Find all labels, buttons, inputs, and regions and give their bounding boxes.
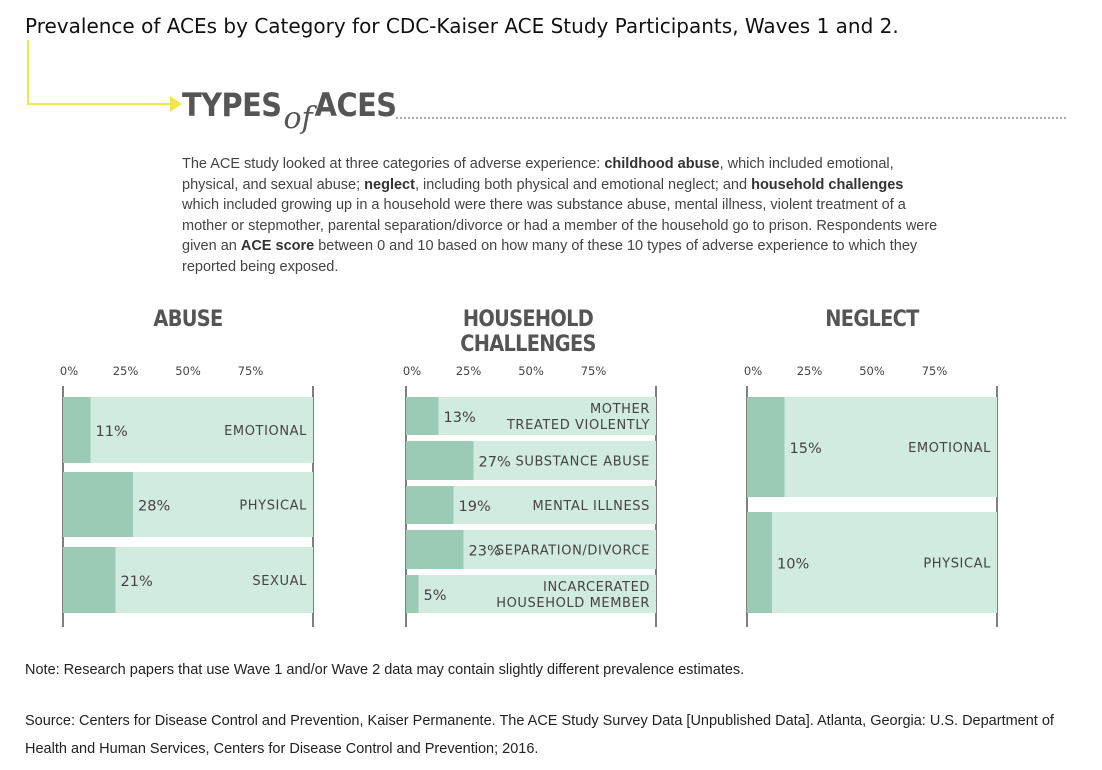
- bar: [406, 575, 419, 613]
- data-label: 23%: [468, 543, 501, 560]
- intro-paragraph: The ACE study looked at three categories of adverse experience: childhood abuse, which included emotional, physical, and sexual abuse; neglect, including both physical and emotional neglect; and household challenges which included growing up in a household were there was substance abuse, mental illness, violent treatment of a mother or stepmother, parental separation/divorce or had a member of the household go to prison. Respondents were given an ACE score between 0 and 10 based on how many of these 10 types of adverse experience to which they reported being exposed.: [182, 156, 938, 275]
- data-label: 13%: [443, 410, 476, 426]
- data-label: 5%: [423, 588, 447, 604]
- category-label: INCARCERATED: [543, 580, 650, 595]
- note-text: Note: Research papers that use Wave 1 and/or Wave 2 data may contain slightly different prevalence estimates.: [25, 662, 745, 678]
- category-label: SUBSTANCE ABUSE: [515, 454, 650, 470]
- tick-label: 25%: [112, 364, 139, 378]
- data-label: 19%: [458, 499, 491, 515]
- heading-word-of: of: [283, 101, 313, 136]
- bar: [63, 547, 116, 613]
- category-label: PHYSICAL: [239, 498, 307, 514]
- bar: [63, 472, 133, 537]
- data-label: 27%: [478, 454, 511, 471]
- category-label: HOUSEHOLD MEMBER: [496, 596, 650, 611]
- bar: [747, 512, 772, 613]
- data-label: 11%: [95, 424, 128, 440]
- bar: [406, 530, 464, 569]
- tick-label: 75%: [580, 364, 607, 378]
- chart-title-household-challenges: HOUSEHOLD CHALLENGES: [460, 307, 596, 357]
- heading-word-types: TYPES: [182, 86, 282, 124]
- category-label: TREATED VIOLENTLY: [506, 418, 650, 433]
- tick-label: 25%: [796, 364, 823, 378]
- category-label: EMOTIONAL: [908, 441, 991, 456]
- data-label: 15%: [789, 441, 822, 457]
- page-title: Prevalence of ACEs by Category for CDC-Kaiser ACE Study Participants, Waves 1 and 2.: [25, 14, 899, 38]
- data-label: 28%: [138, 498, 171, 515]
- bar: [747, 397, 785, 497]
- tick-label: 0%: [743, 364, 763, 378]
- data-label: 21%: [120, 574, 153, 590]
- tick-label: 75%: [237, 364, 264, 378]
- category-label: MENTAL ILLNESS: [532, 499, 650, 514]
- bar: [406, 397, 439, 435]
- tick-label: 50%: [859, 364, 885, 378]
- heading-word-aces: ACES: [314, 86, 397, 124]
- bar: [406, 486, 454, 524]
- bar: [63, 397, 91, 463]
- chart-title-neglect: NEGLECT: [825, 307, 919, 332]
- tick-label: 0%: [402, 364, 422, 378]
- tick-label: 75%: [921, 364, 948, 378]
- tick-label: 25%: [455, 364, 482, 378]
- chart-title-abuse: ABUSE: [153, 307, 223, 332]
- data-label: 10%: [777, 556, 810, 573]
- tick-label: 0%: [59, 364, 79, 378]
- source-text: Source: Centers for Disease Control and Prevention, Kaiser Permanente. The ACE Study Survey Data [Unpublished Data]. Atlanta, Georgia: U.S. Department of Health and Human Services, Centers for Disease Control and Prevention; 2016.: [25, 713, 1054, 757]
- category-label: SEPARATION/DIVORCE: [495, 543, 650, 559]
- tick-label: 50%: [175, 364, 201, 378]
- category-label: MOTHER: [589, 402, 650, 417]
- category-label: EMOTIONAL: [224, 424, 307, 439]
- bar: [406, 441, 474, 480]
- tick-label: 50%: [518, 364, 544, 378]
- category-label: SEXUAL: [252, 574, 307, 589]
- category-label: PHYSICAL: [923, 556, 991, 572]
